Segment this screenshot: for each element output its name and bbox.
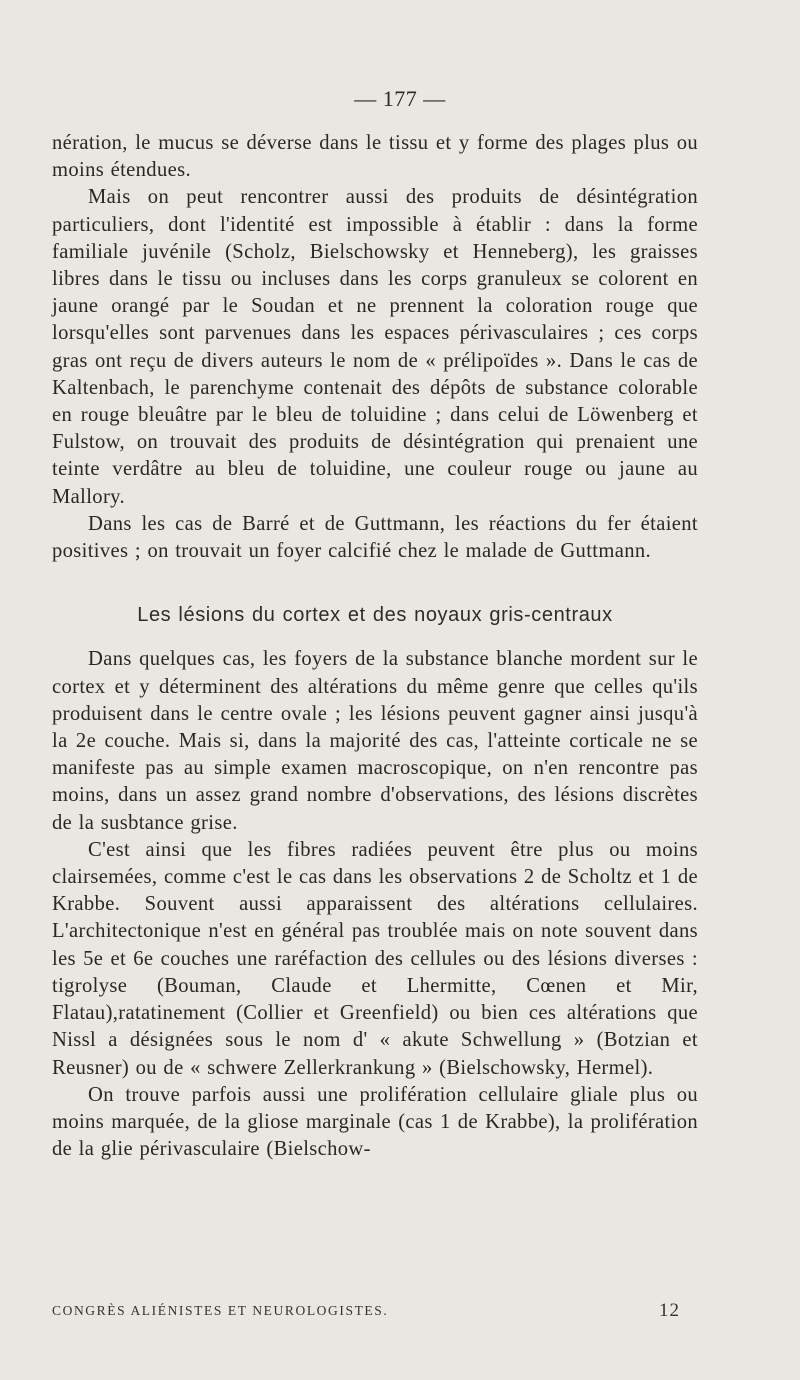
body-text <box>52 130 698 1163</box>
paragraph: nération, le mucus se déverse dans le tissu et y forme des plages plus ou moins étendues. <box>52 132 698 182</box>
paragraph: Mais on peut rencontrer aussi des produits de désintégration particuliers, dont l'identité est impossible à établir : dans la forme familiale juvénile (Scholz, Bielschowsky et Henneberg), les graisses libres dans le tissu ou incluses dans les corps granuleux se colorent en jaune orangé par le Soudan et ne prennent la coloration rouge que lorsqu'elles sont parvenues dans les espaces périvasculaires ; ces corps gras ont reçu de divers auteurs le nom de « prélipoïdes ». Dans le cas de Kaltenbach, le parenchyme contenait des dépôts de substance colorable en rouge bleuâtre par le bleu de toluidine ; dans celui de Löwenberg et Fulstow, on trouvait des produits de désintégration qui prenaient une teinte verdâtre au bleu de toluidine, une couleur rouge ou jaune au Mallory. <box>52 186 698 508</box>
paragraph: On trouve parfois aussi une prolifération cellulaire gliale plus ou moins marquée, de la gliose marginale (cas 1 de Krabbe), la prolifération de la glie périvasculaire (Bielschow- <box>52 1083 698 1161</box>
signature-mark: 12 <box>659 1300 680 1321</box>
paragraph: Dans les cas de Barré et de Guttmann, les réactions du fer étaient positives ; on trouvait un foyer calcifié chez le malade de Guttmann. <box>52 512 698 563</box>
paragraph: C'est ainsi que les fibres radiées peuvent être plus ou moins clairsemées, comme c'est le cas dans les observations 2 de Scholtz et 1 de Krabbe. Souvent aussi apparaissent des altérations cellulaires. L'architectonique n'est en général pas troublée mais on note souvent dans les 5e et 6e couches une raréfaction des cellules ou des lésions diverses : tigrolyse (Bouman, Claude et Lhermitte, Cœnen et Mir, Flatau),ratatinement (Collier et Greenfield) ou bien ces altérations que Nissl a désignées sous le nom d' « akute Schwellung » (Botzian et Reusner) ou de « schwere Zellerkrankung » (Bielschowsky, Hermel). <box>52 838 698 1079</box>
running-title: CONGRÈS ALIÉNISTES ET NEUROLOGISTES. <box>52 1303 389 1318</box>
paragraph: Dans quelques cas, les foyers de la substance blanche mordent sur le cortex et y déterminent des altérations du même genre que celles qu'ils produisent dans le centre ovale ; les lésions peuvent gagner ainsi jusqu'à la 2e couche. Mais si, dans la majorité des cas, l'atteinte corticale ne se manifeste pas au simple examen macroscopique, on n'en rencontre pas moins, dans un assez grand nombre d'observations, des lésions discrètes de la susbtance grise. <box>52 648 698 834</box>
section-heading: Les lésions du cortex et des noyaux gris-centraux <box>137 604 613 627</box>
page-number: — 177 — <box>354 86 446 111</box>
